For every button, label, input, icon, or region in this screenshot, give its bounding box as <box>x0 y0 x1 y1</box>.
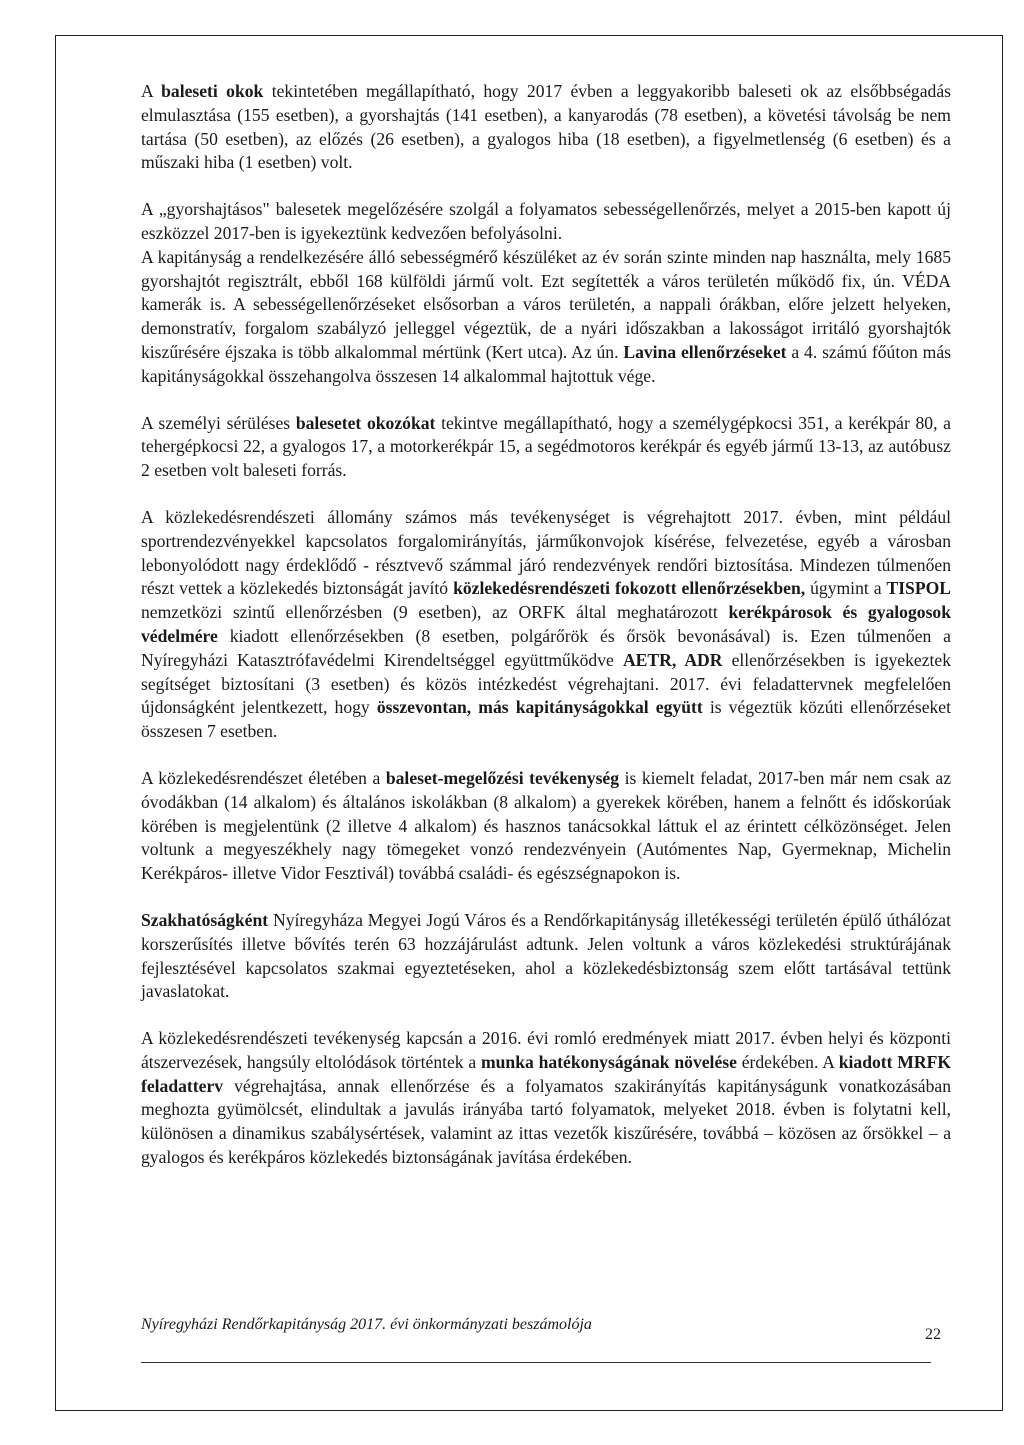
bold-text: Lavina ellenőrzéseket <box>623 341 787 362</box>
text: kiadott ellenőrzésekben (8 esetben, polgárőrök és őrsök bevonásával) is. Ezen túlmenően a Nyíregyházi Katasztrófavédelmi Kirendeltséggel együttműködve <box>141 625 951 670</box>
bold-text: AETR, ADR <box>622 649 723 670</box>
text: A <box>141 81 162 101</box>
paragraph-reorganization <box>141 1027 951 1170</box>
text: A közlekedésrendészeti tevékenység kapcsán a 2016. évi romló eredmények miatt 2017. évben helyi és központi átszervezések, hangsúly eltolódások történtek a <box>141 1028 951 1072</box>
text: végrehajtása, annak ellenőrzése és a folyamatos szakirányítás kapitányságunk vonatkozásában meghozta gyümölcsét, elindultak a javulás irányába tartó folyamatok, melyeket 2018. évben is folytatni kell, különösen a dinamikus szabálysértések, valamint az ittas vezetők kiszűrésére, továbbá – közösen az őrsökkel – a gyalogos és kerékpáros közlekedés biztonságának javítása érdekében. <box>141 1075 951 1168</box>
paragraph-accident-causes <box>141 80 951 175</box>
bold-text: Szakhatóságként <box>141 909 269 930</box>
bold-text: kerékpárosok és gyalogosok védelmére <box>141 602 951 646</box>
bold-text: kiadott MRFK feladatterv <box>141 1051 952 1096</box>
paragraph-authority <box>141 909 951 1004</box>
text: A kapitányság a rendelkezésére álló sebességmérő készüléket az év során szinte minden nap használta, mely 1685 gyorshajtót regisztrált, ebből 168 külföldi jármű volt. Ezt segítették a város területén működő fix, ún. VÉDA kamerák is. A sebességellenőrzéseket elsősorban a város területén, a nappali órákban, előre jelzett helyeken, demonstratív, forgalom szabályzó jelleggel végeztük, de a nyári időszakban a lakosságot irritáló gyorshajtók kiszűrésére éjszaka is több alkalommal mértünk (Kert utca). Az ún. <box>141 246 951 362</box>
text: úgymint a <box>805 578 887 599</box>
text: A közlekedésrendészeti állomány számos más tevékenységet is végrehajtott 2017. évben, mint például sportrendezvényekkel kapcsolatos forgalomirányítás, járműkonvojok kísérése, felvezetése, egyéb a városban lebonyolódott nagy érdeklődő - résztvevő számmal járó rendezvények rendőri biztosítása. Mindezen túlmenően részt vettek a közlekedés biztonságát javító <box>141 506 951 599</box>
text: A személyi sérüléses <box>141 412 296 433</box>
paragraph-speed-measurement <box>141 246 951 389</box>
text: a 4. számú főúton más kapitányságokkal összehangolva összesen 14 alkalommal hajtottuk vége. <box>141 341 951 386</box>
bold-text: összevontan, más kapitányságokkal együtt <box>376 697 703 718</box>
bold-text: baleseti okok <box>161 81 264 101</box>
text: tekintetében megállapítható, hogy 2017 évben a leggyakoribb baleseti ok az elsőbbségadás elmulasztása (155 esetben), a gyorshajtás (141 esetben), a kanyarodás (78 esetben), a követési távolság be nem tartása (50 esetben), az előzés (26 esetben), a gyalogos hiba (18 esetben), a figyelmetlenség (6 esetben) és a műszaki hiba (1 esetben) volt. <box>141 81 951 173</box>
paragraph-accident-causers <box>141 412 951 483</box>
document-body <box>141 80 951 1170</box>
text: nemzetközi szintű ellenőrzésben (9 esetben), az ORFK által meghatározott <box>141 602 729 623</box>
paragraph-speeding-prevention <box>141 198 951 246</box>
text: A közlekedésrendészet életében a <box>141 767 386 788</box>
footer-divider <box>141 1362 931 1363</box>
paragraph-traffic-activities <box>141 506 951 744</box>
text: A „gyorshajtásos" balesetek megelőzésére szolgál a folyamatos sebességellenőrzés, melyet a 2015-ben kapott új eszközzel 2017-ben is igyekeztünk kedvezően befolyásolni. <box>141 199 951 243</box>
bold-text: balesetet okozókat <box>295 412 436 433</box>
bold-text: baleset-megelőzési tevékenység <box>385 767 620 788</box>
bold-text: közlekedésrendészeti fokozott ellenőrzésekben, <box>453 578 806 599</box>
page-footer <box>141 1316 951 1356</box>
text: ellenőrzésekben is igyekeztek segítséget biztosítani (3 esetben) és közös intézkedést végrehajtani. 2017. évi feladattervnek megfelelően újdonságként jelentkezett, hogy <box>141 649 952 718</box>
bold-text: TISPOL <box>886 578 952 599</box>
text: tekintve megállapítható, hogy a személygépkocsi 351, a kerékpár 80, a tehergépkocsi 22, a gyalogos 17, a motorkerékpár 15, a segédmotoros kerékpár és egyéb jármű 13-13, az autóbusz 2 esetben volt baleseti forrás. <box>141 412 951 481</box>
text: Nyíregyháza Megyei Jogú Város és a Rendőrkapitányság illetékességi területén épülő úthálózat korszerűsítés illetve bővítés terén 63 hozzájárulást adtunk. Jelen voltunk a város közlekedési struktúrájának fejlesztésével kapcsolatos szakmai egyeztetéseken, ahol a közlekedésbiztonság szem előtt tartásával tettünk javaslatokat. <box>141 909 951 1002</box>
paragraph-accident-prevention <box>141 767 951 886</box>
text: is kiemelt feladat, 2017-ben már nem csak az óvodákban (14 alkalom) és általános iskolákban (8 alkalom) a gyerekek körében, hanem a felnőtt és időskorúak körében is megjelentünk (2 illetve 4 alkalom) és hasznos tanácsokkal láttuk el az érintett célközönséget. Jelen voltunk a megyeszékhely nagy tömegeket vonzó rendezvényein (Autómentes Nap, Gyermeknap, Michelin Kerékpáros- illetve Vidor Fesztivál) továbbá családi- és egészségnapokon is. <box>141 767 952 884</box>
bold-text: munka hatékonyságának növelése <box>480 1051 737 1072</box>
footer-title: Nyíregyházi Rendőrkapitányság 2017. évi önkormányzati beszámolója <box>141 1316 592 1333</box>
page-number: 22 <box>925 1326 941 1343</box>
text: is végeztük közúti ellenőrzéseket összesen 7 esetben. <box>141 697 952 742</box>
text: érdekében. A <box>736 1051 839 1072</box>
